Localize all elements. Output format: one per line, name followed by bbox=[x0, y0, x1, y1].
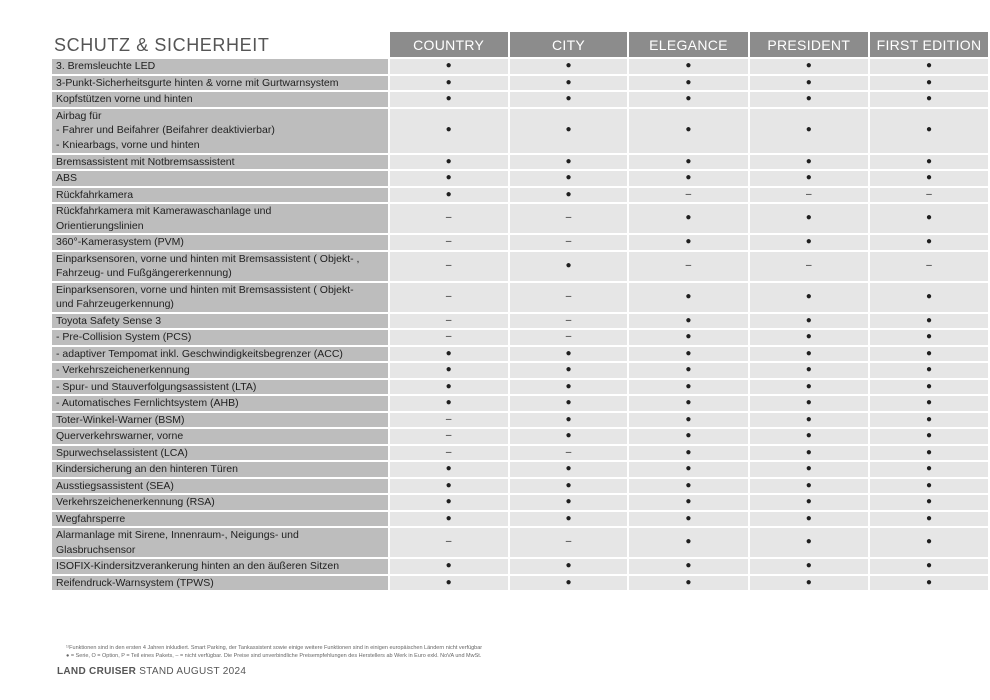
availability-cell: – bbox=[510, 314, 628, 329]
availability-cell: ● bbox=[870, 512, 988, 527]
availability-cell: – bbox=[390, 204, 508, 233]
availability-cell: ● bbox=[870, 462, 988, 477]
availability-cell: ● bbox=[629, 283, 747, 312]
features-table bbox=[50, 30, 990, 592]
availability-cell: ● bbox=[629, 76, 747, 91]
availability-cell: ● bbox=[629, 380, 747, 395]
availability-cell: – bbox=[510, 283, 628, 312]
availability-cell: ● bbox=[870, 363, 988, 378]
availability-cell: ● bbox=[870, 347, 988, 362]
availability-cell: ● bbox=[510, 92, 628, 107]
availability-cell: – bbox=[390, 413, 508, 428]
table-row bbox=[52, 330, 988, 345]
availability-cell: ● bbox=[510, 462, 628, 477]
availability-cell: ● bbox=[750, 446, 868, 461]
availability-cell: ● bbox=[629, 396, 747, 411]
column-header-city: CITY bbox=[510, 32, 628, 57]
availability-cell: ● bbox=[510, 363, 628, 378]
availability-cell: ● bbox=[629, 528, 747, 557]
feature-label: 3. Bremsleuchte LED bbox=[52, 59, 388, 74]
feature-label: Rückfahrkamera mit Kamerawaschanlage und Orientierungslinien bbox=[52, 204, 388, 233]
availability-cell: ● bbox=[390, 76, 508, 91]
availability-cell: ● bbox=[870, 155, 988, 170]
availability-cell: ● bbox=[870, 171, 988, 186]
availability-cell: ● bbox=[750, 413, 868, 428]
feature-label: - adaptiver Tempomat inkl. Geschwindigkeitsbegrenzer (ACC) bbox=[52, 347, 388, 362]
availability-cell: ● bbox=[629, 363, 747, 378]
availability-cell: ● bbox=[750, 155, 868, 170]
availability-cell: ● bbox=[629, 59, 747, 74]
availability-cell: ● bbox=[629, 235, 747, 250]
table-row bbox=[52, 347, 988, 362]
availability-cell: ● bbox=[870, 559, 988, 574]
availability-cell: ● bbox=[750, 559, 868, 574]
availability-cell: – bbox=[510, 528, 628, 557]
feature-label: Reifendruck-Warnsystem (TPWS) bbox=[52, 576, 388, 591]
availability-cell: ● bbox=[870, 314, 988, 329]
feature-label: Alarmanlage mit Sirene, Innenraum-, Neigungs- und Glasbruchsensor bbox=[52, 528, 388, 557]
availability-cell: ● bbox=[629, 204, 747, 233]
availability-cell: ● bbox=[750, 76, 868, 91]
availability-cell: ● bbox=[510, 559, 628, 574]
feature-label: - Verkehrszeichenerkennung bbox=[52, 363, 388, 378]
header-spacer bbox=[52, 32, 388, 57]
table-row bbox=[52, 171, 988, 186]
feature-label: - Pre-Collision System (PCS) bbox=[52, 330, 388, 345]
availability-cell: ● bbox=[390, 495, 508, 510]
table-row bbox=[52, 559, 988, 574]
availability-cell: ● bbox=[390, 155, 508, 170]
availability-cell: ● bbox=[870, 495, 988, 510]
availability-cell: ● bbox=[510, 380, 628, 395]
availability-cell: ● bbox=[750, 235, 868, 250]
availability-cell: ● bbox=[629, 347, 747, 362]
availability-cell: ● bbox=[750, 171, 868, 186]
availability-cell: ● bbox=[629, 559, 747, 574]
availability-cell: ● bbox=[870, 528, 988, 557]
availability-cell: – bbox=[750, 188, 868, 203]
availability-cell: – bbox=[390, 252, 508, 281]
availability-cell: – bbox=[390, 283, 508, 312]
feature-label: 3-Punkt-Sicherheitsgurte hinten & vorne mit Gurtwarnsystem bbox=[52, 76, 388, 91]
availability-cell: ● bbox=[750, 363, 868, 378]
feature-label: ABS bbox=[52, 171, 388, 186]
availability-cell: ● bbox=[629, 462, 747, 477]
table-row bbox=[52, 59, 988, 74]
availability-cell: ● bbox=[870, 109, 988, 153]
availability-cell: – bbox=[390, 330, 508, 345]
availability-cell: – bbox=[750, 252, 868, 281]
table-row bbox=[52, 363, 988, 378]
availability-cell: ● bbox=[870, 380, 988, 395]
availability-cell: ● bbox=[510, 109, 628, 153]
feature-label: Querverkehrswarner, vorne bbox=[52, 429, 388, 444]
availability-cell: ● bbox=[750, 429, 868, 444]
availability-cell: ● bbox=[510, 479, 628, 494]
issue-date: STAND AUGUST 2024 bbox=[136, 666, 247, 677]
availability-cell: – bbox=[510, 446, 628, 461]
table-row bbox=[52, 109, 988, 153]
table-row bbox=[52, 188, 988, 203]
availability-cell: ● bbox=[870, 429, 988, 444]
availability-cell: ● bbox=[510, 155, 628, 170]
availability-cell: ● bbox=[629, 314, 747, 329]
table-row bbox=[52, 76, 988, 91]
table-row bbox=[52, 429, 988, 444]
table-row bbox=[52, 528, 988, 557]
availability-cell: – bbox=[390, 446, 508, 461]
availability-cell: ● bbox=[390, 347, 508, 362]
footnote: ¹⁾Funktionen sind in den ersten 4 Jahren inkludiert. Smart Parking, der Tankassistent sowie einige weitere Funktionen sind in einigen europäischen Ländern nicht verfügbar bbox=[66, 645, 483, 651]
document-footer bbox=[57, 666, 246, 677]
availability-cell: ● bbox=[510, 76, 628, 91]
availability-cell: ● bbox=[510, 59, 628, 74]
availability-cell: ● bbox=[750, 495, 868, 510]
feature-label: Bremsassistent mit Notbremsassistent bbox=[52, 155, 388, 170]
table-row bbox=[52, 446, 988, 461]
availability-cell: ● bbox=[390, 171, 508, 186]
column-header-president: PRESIDENT bbox=[750, 32, 868, 57]
availability-cell: ● bbox=[750, 59, 868, 74]
availability-cell: – bbox=[390, 314, 508, 329]
availability-cell: ● bbox=[510, 413, 628, 428]
availability-cell: ● bbox=[750, 512, 868, 527]
feature-label: Ausstiegsassistent (SEA) bbox=[52, 479, 388, 494]
availability-cell: – bbox=[390, 235, 508, 250]
availability-cell: – bbox=[870, 188, 988, 203]
availability-cell: ● bbox=[870, 446, 988, 461]
availability-cell: ● bbox=[510, 347, 628, 362]
availability-cell: ● bbox=[629, 109, 747, 153]
feature-label: - Automatisches Fernlichtsystem (AHB) bbox=[52, 396, 388, 411]
availability-cell: ● bbox=[629, 479, 747, 494]
availability-cell: ● bbox=[629, 495, 747, 510]
availability-cell: ● bbox=[750, 347, 868, 362]
availability-cell: ● bbox=[390, 462, 508, 477]
table-row bbox=[52, 462, 988, 477]
column-header-elegance: ELEGANCE bbox=[629, 32, 747, 57]
feature-label: Einparksensoren, vorne und hinten mit Bremsassistent ( Objekt- , Fahrzeug- und Fußgängererkennung) bbox=[52, 252, 388, 281]
availability-cell: ● bbox=[629, 155, 747, 170]
availability-cell: ● bbox=[870, 235, 988, 250]
availability-cell: ● bbox=[510, 429, 628, 444]
availability-cell: ● bbox=[750, 330, 868, 345]
availability-cell: – bbox=[629, 188, 747, 203]
availability-cell: ● bbox=[870, 76, 988, 91]
availability-cell: ● bbox=[750, 576, 868, 591]
table-row bbox=[52, 380, 988, 395]
table-row bbox=[52, 479, 988, 494]
availability-cell: ● bbox=[629, 330, 747, 345]
table-row bbox=[52, 252, 988, 281]
availability-cell: ● bbox=[390, 109, 508, 153]
availability-cell: ● bbox=[870, 330, 988, 345]
feature-label: Kindersicherung an den hinteren Türen bbox=[52, 462, 388, 477]
page-title: SCHUTZ & SICHERHEIT bbox=[54, 35, 270, 55]
availability-cell: ● bbox=[629, 171, 747, 186]
feature-label: Wegfahrsperre bbox=[52, 512, 388, 527]
availability-cell: ● bbox=[750, 380, 868, 395]
table-row bbox=[52, 204, 988, 233]
availability-cell: ● bbox=[750, 204, 868, 233]
availability-cell: ● bbox=[750, 479, 868, 494]
feature-label: Spurwechselassistent (LCA) bbox=[52, 446, 388, 461]
column-header-first-edition: FIRST EDITION bbox=[870, 32, 988, 57]
table-row bbox=[52, 155, 988, 170]
header-row bbox=[52, 32, 988, 57]
availability-cell: ● bbox=[390, 59, 508, 74]
availability-cell: ● bbox=[390, 396, 508, 411]
table-row bbox=[52, 576, 988, 591]
availability-cell: ● bbox=[629, 413, 747, 428]
legend-note: ● = Serie, O = Option, P = Teil eines Pakets, – = nicht verfügbar. Die Preise sind unverbindliche Preisempfehlungen des Herstellers ab Werk in Euro exkl. NoVA und MwSt. bbox=[66, 653, 482, 659]
availability-cell: ● bbox=[390, 576, 508, 591]
availability-cell: ● bbox=[870, 92, 988, 107]
column-header-country: COUNTRY bbox=[390, 32, 508, 57]
availability-cell: – bbox=[510, 330, 628, 345]
availability-cell: ● bbox=[390, 559, 508, 574]
table-row bbox=[52, 235, 988, 250]
availability-cell: ● bbox=[629, 92, 747, 107]
availability-cell: ● bbox=[390, 512, 508, 527]
availability-cell: ● bbox=[390, 479, 508, 494]
table-row bbox=[52, 495, 988, 510]
table-body bbox=[52, 59, 988, 590]
availability-cell: ● bbox=[750, 314, 868, 329]
availability-cell: – bbox=[510, 235, 628, 250]
availability-cell: ● bbox=[750, 92, 868, 107]
availability-cell: ● bbox=[510, 188, 628, 203]
availability-cell: – bbox=[629, 252, 747, 281]
availability-cell: ● bbox=[510, 512, 628, 527]
feature-label: Toter-Winkel-Warner (BSM) bbox=[52, 413, 388, 428]
table-row bbox=[52, 396, 988, 411]
availability-cell: ● bbox=[390, 92, 508, 107]
availability-cell: – bbox=[390, 429, 508, 444]
feature-label: Toyota Safety Sense 3 bbox=[52, 314, 388, 329]
availability-cell: ● bbox=[629, 576, 747, 591]
availability-cell: ● bbox=[629, 512, 747, 527]
availability-cell: ● bbox=[870, 413, 988, 428]
availability-cell: ● bbox=[629, 446, 747, 461]
availability-cell: ● bbox=[750, 462, 868, 477]
availability-cell: ● bbox=[870, 283, 988, 312]
availability-cell: – bbox=[510, 204, 628, 233]
feature-label: - Spur- und Stauverfolgungsassistent (LTA) bbox=[52, 380, 388, 395]
availability-cell: ● bbox=[870, 479, 988, 494]
table-row bbox=[52, 92, 988, 107]
availability-cell: ● bbox=[870, 204, 988, 233]
table-row bbox=[52, 413, 988, 428]
feature-label: Einparksensoren, vorne und hinten mit Bremsassistent ( Objekt- und Fahrzeugerkennung) bbox=[52, 283, 388, 312]
feature-label: 360°-Kamerasystem (PVM) bbox=[52, 235, 388, 250]
table-row bbox=[52, 283, 988, 312]
feature-label: ISOFIX-Kindersitzverankerung hinten an den äußeren Sitzen bbox=[52, 559, 388, 574]
availability-cell: ● bbox=[750, 396, 868, 411]
table-row bbox=[52, 314, 988, 329]
availability-cell: ● bbox=[750, 528, 868, 557]
availability-cell: ● bbox=[750, 283, 868, 312]
availability-cell: ● bbox=[390, 188, 508, 203]
availability-cell: – bbox=[870, 252, 988, 281]
availability-cell: ● bbox=[870, 59, 988, 74]
availability-cell: ● bbox=[870, 576, 988, 591]
table-row bbox=[52, 512, 988, 527]
feature-label: Rückfahrkamera bbox=[52, 188, 388, 203]
availability-cell: ● bbox=[629, 429, 747, 444]
availability-cell: ● bbox=[510, 396, 628, 411]
availability-cell: – bbox=[390, 528, 508, 557]
feature-label: Kopfstützen vorne und hinten bbox=[52, 92, 388, 107]
availability-cell: ● bbox=[870, 396, 988, 411]
availability-cell: ● bbox=[750, 109, 868, 153]
availability-cell: ● bbox=[510, 252, 628, 281]
availability-cell: ● bbox=[510, 576, 628, 591]
availability-cell: ● bbox=[390, 363, 508, 378]
availability-cell: ● bbox=[390, 380, 508, 395]
availability-cell: ● bbox=[510, 171, 628, 186]
availability-cell: ● bbox=[510, 495, 628, 510]
feature-label: Airbag für - Fahrer und Beifahrer (Beifahrer deaktivierbar) - Kniearbags, vorne und hinten bbox=[52, 109, 388, 153]
model-name: LAND CRUISER bbox=[57, 666, 137, 677]
feature-label: Verkehrszeichenerkennung (RSA) bbox=[52, 495, 388, 510]
